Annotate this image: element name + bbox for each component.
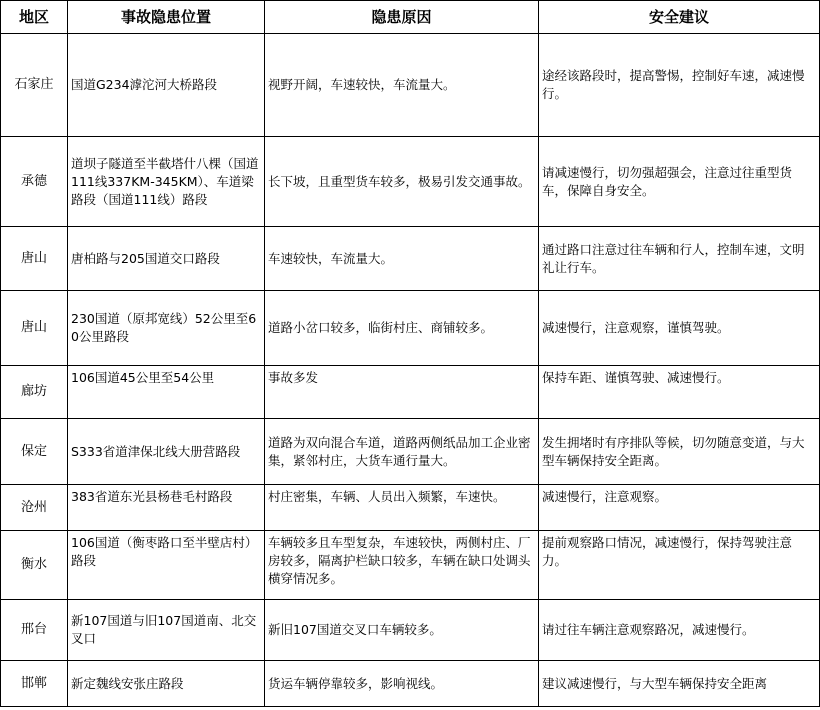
- location-cell: 国道G234滹沱河大桥路段: [68, 34, 265, 137]
- location-cell: S333省道津保北线大册营路段: [68, 419, 265, 485]
- table-row: [1, 291, 820, 366]
- table-row: [1, 366, 820, 419]
- region-cell: 唐山: [1, 227, 68, 291]
- advice-cell: 请减速慢行，切勿强超强会，注意过往重型货车，保障自身安全。: [539, 137, 820, 227]
- region-cell: 唐山: [1, 291, 68, 366]
- cause-cell: 车辆较多且车型复杂，车速较快，两侧村庄、厂房较多，隔离护栏缺口较多，车辆在缺口处调头横穿情况多。: [265, 531, 539, 600]
- cause-cell: 长下坡，且重型货车较多，极易引发交通事故。: [265, 137, 539, 227]
- region-cell: 承德: [1, 137, 68, 227]
- cause-cell: 道路为双向混合车道，道路两侧纸品加工企业密集，紧邻村庄，大货车通行量大。: [265, 419, 539, 485]
- location-cell: 106国道45公里至54公里: [68, 366, 265, 419]
- cause-cell: 车速较快，车流量大。: [265, 227, 539, 291]
- cause-cell: 视野开阔，车速较快，车流量大。: [265, 34, 539, 137]
- location-cell: 383省道东光县杨巷毛村路段: [68, 485, 265, 531]
- cause-cell: 新旧107国道交叉口车辆较多。: [265, 600, 539, 661]
- cause-cell: 事故多发: [265, 366, 539, 419]
- cause-cell: 村庄密集，车辆、人员出入频繁，车速快。: [265, 485, 539, 531]
- location-cell: 230国道（原邦宽线）52公里至60公里路段: [68, 291, 265, 366]
- table-row: [1, 137, 820, 227]
- header-region: 地区: [1, 1, 68, 34]
- cause-cell: 货运车辆停靠较多，影响视线。: [265, 661, 539, 707]
- table-row: [1, 227, 820, 291]
- table-row: [1, 600, 820, 661]
- region-cell: 衡水: [1, 531, 68, 600]
- region-cell: 邢台: [1, 600, 68, 661]
- advice-cell: 发生拥堵时有序排队等候，切勿随意变道，与大型车辆保持安全距离。: [539, 419, 820, 485]
- region-cell: 廊坊: [1, 366, 68, 419]
- location-cell: 新定魏线安张庄路段: [68, 661, 265, 707]
- region-cell: 沧州: [1, 485, 68, 531]
- advice-cell: 通过路口注意过往车辆和行人，控制车速，文明礼让行车。: [539, 227, 820, 291]
- header-cause: 隐患原因: [265, 1, 539, 34]
- table-row: [1, 661, 820, 707]
- location-cell: 新107国道与旧107国道南、北交叉口: [68, 600, 265, 661]
- region-cell: 邯郸: [1, 661, 68, 707]
- advice-cell: 建议减速慢行，与大型车辆保持安全距离: [539, 661, 820, 707]
- advice-cell: 减速慢行，注意观察。: [539, 485, 820, 531]
- header-advice: 安全建议: [539, 1, 820, 34]
- advice-cell: 减速慢行，注意观察，谨慎驾驶。: [539, 291, 820, 366]
- location-cell: 106国道（衡枣路口至半壁店村）路段: [68, 531, 265, 600]
- table-row: [1, 419, 820, 485]
- table-row: [1, 34, 820, 137]
- location-cell: 唐柏路与205国道交口路段: [68, 227, 265, 291]
- cause-cell: 道路小岔口较多，临街村庄、商铺较多。: [265, 291, 539, 366]
- header-location: 事故隐患位置: [68, 1, 265, 34]
- advice-cell: 请过往车辆注意观察路况，减速慢行。: [539, 600, 820, 661]
- region-cell: 保定: [1, 419, 68, 485]
- advice-cell: 提前观察路口情况，减速慢行，保持驾驶注意力。: [539, 531, 820, 600]
- advice-cell: 保持车距、谨慎驾驶、减速慢行。: [539, 366, 820, 419]
- table-row: [1, 531, 820, 600]
- table-header-row: [1, 1, 820, 34]
- advice-cell: 途经该路段时，提高警惕，控制好车速，减速慢行。: [539, 34, 820, 137]
- region-cell: 石家庄: [1, 34, 68, 137]
- location-cell: 道坝子隧道至半截塔什八棵（国道111线337KM-345KM）、车道梁路段（国道111线）路段: [68, 137, 265, 227]
- table-row: [1, 485, 820, 531]
